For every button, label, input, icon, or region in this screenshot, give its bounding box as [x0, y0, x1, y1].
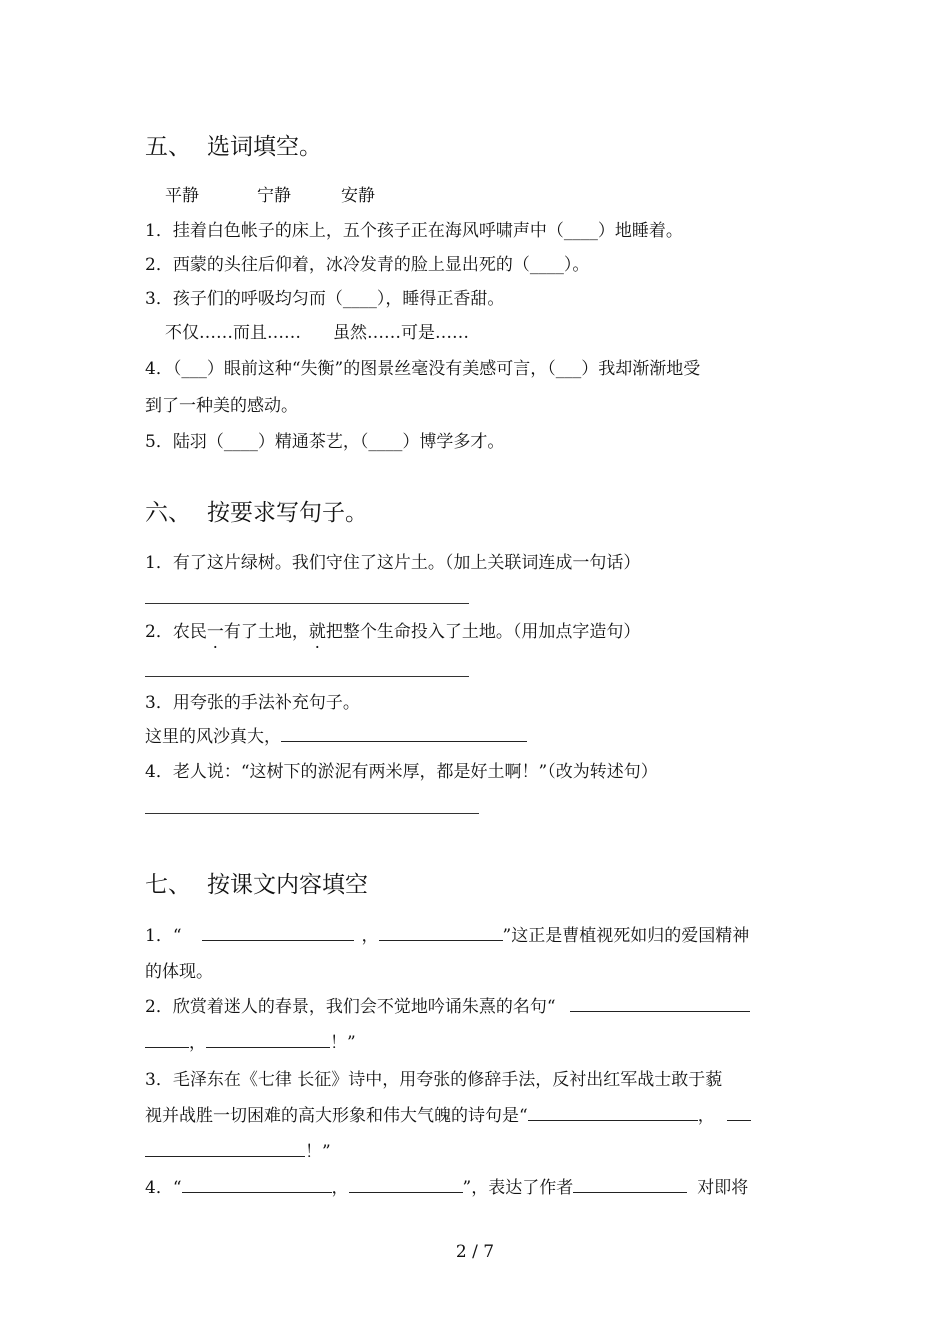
prompt-text: 这里的风沙真大， — [145, 727, 281, 747]
question-7-2-line-2 — [145, 1032, 356, 1054]
q-text: ， — [361, 926, 379, 946]
q-text: ”这正是曹植视死如归的爱国精神 — [502, 926, 750, 946]
question-5-5: 5．陆羽（____）精通茶艺，（____）博学多才。 — [145, 432, 505, 452]
question-6-3-prompt — [145, 726, 527, 748]
question-7-3-line-1: 3．毛泽东在《七律 长征》诗中，用夸张的修辞手法，反衬出红军战士敢于藐 — [145, 1070, 723, 1090]
question-7-3-line-3 — [145, 1141, 331, 1163]
answer-blank[interactable] — [349, 1178, 463, 1193]
section-title: 按课文内容填空 — [207, 872, 368, 898]
question-5-2: 2．西蒙的头往后仰着，冰冷发青的脸上显出死的（____）。 — [145, 255, 590, 275]
answer-blank[interactable] — [570, 997, 750, 1012]
question-6-3: 3．用夸张的手法补充句子。 — [145, 693, 360, 713]
answer-line[interactable] — [145, 813, 479, 814]
answer-blank[interactable] — [145, 1033, 189, 1048]
question-7-3-line-2 — [145, 1105, 751, 1127]
conjunction-choice: 虽然……可是…… — [333, 323, 469, 343]
answer-blank[interactable] — [206, 1033, 330, 1048]
q-text: ！” — [305, 1142, 331, 1162]
q-text: ， — [697, 1106, 715, 1126]
answer-line[interactable] — [145, 676, 469, 677]
section-number: 七、 — [145, 872, 191, 898]
word-choice: 宁静 — [257, 186, 291, 206]
q2-text: 把整个生命投入了土地。（用加点字造句） — [325, 622, 641, 642]
question-5-3: 3．孩子们的呼吸均匀而（____），睡得正香甜。 — [145, 289, 505, 309]
answer-blank[interactable] — [145, 1142, 305, 1157]
word-choice: 安静 — [341, 186, 375, 206]
answer-blank[interactable] — [281, 727, 527, 742]
section-number: 六、 — [145, 500, 191, 526]
section-5-heading — [145, 133, 322, 161]
answer-blank[interactable] — [182, 1178, 332, 1193]
answer-blank[interactable] — [573, 1178, 687, 1193]
q2-text: 2．农民 — [145, 622, 207, 642]
question-5-1: 1．挂着白色帐子的床上，五个孩子正在海风呼啸声中（____）地睡着。 — [145, 221, 683, 241]
word-choice: 平静 — [165, 186, 199, 206]
question-7-2 — [145, 996, 750, 1018]
conjunction-choice: 不仅……而且…… — [165, 323, 301, 343]
dotted-char: 就 — [308, 622, 326, 642]
q-text: ！” — [330, 1033, 356, 1053]
answer-blank[interactable] — [727, 1106, 751, 1121]
answer-blank[interactable] — [379, 926, 503, 941]
question-5-4-line-2: 到了一种美的感动。 — [145, 396, 298, 416]
q-text: ， — [189, 1033, 206, 1053]
q-text: 1．“ — [145, 926, 182, 946]
section-title: 选词填空。 — [207, 134, 322, 160]
q-text: ， — [331, 1178, 349, 1198]
q-text: 4．“ — [145, 1178, 182, 1198]
question-5-4-line-1: 4．（___）眼前这种“失衡”的图景丝毫没有美感可言，（___）我却渐渐地受 — [145, 359, 701, 379]
section-6-heading — [145, 499, 368, 527]
question-6-2 — [145, 621, 640, 643]
q-text: 2．欣赏着迷人的春景，我们会不觉地吟诵朱熹的名句“ — [145, 997, 556, 1017]
answer-line[interactable] — [145, 603, 469, 604]
q-text: 视并战胜一切困难的高大形象和伟大气魄的诗句是“ — [145, 1106, 528, 1126]
q-text: ”，表达了作者 — [462, 1178, 574, 1198]
page-number: 2 / 7 — [455, 1242, 495, 1262]
dotted-char: 一 — [206, 622, 224, 642]
answer-blank[interactable] — [202, 926, 354, 941]
answer-blank[interactable] — [528, 1106, 698, 1121]
question-7-1 — [145, 925, 749, 947]
q2-text: 有了土地， — [223, 622, 309, 642]
section-number: 五、 — [145, 134, 191, 160]
question-6-1: 1．有了这片绿树。我们守住了这片土。（加上关联词连成一句话） — [145, 553, 641, 573]
conjunction-choices — [165, 322, 469, 344]
word-choices — [165, 185, 375, 207]
question-7-1-line-2: 的体现。 — [145, 962, 213, 982]
section-7-heading — [145, 871, 368, 899]
question-6-4: 4．老人说：“这树下的淤泥有两米厚，都是好土啊！”（改为转述句） — [145, 762, 658, 782]
section-title: 按要求写句子。 — [207, 500, 368, 526]
question-7-4 — [145, 1177, 748, 1199]
q-text: 对即将 — [697, 1178, 749, 1198]
